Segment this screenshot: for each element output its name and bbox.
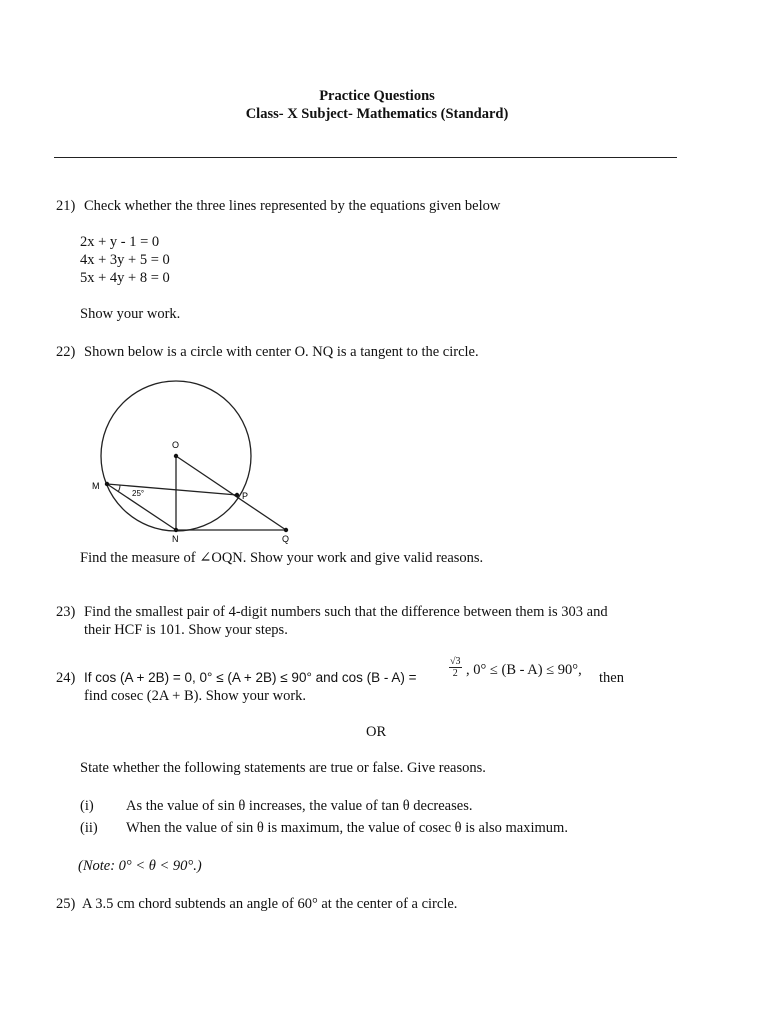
- q24-part-1: If cos (A + 2B) = 0, 0° ≤ (A + 2B) ≤ 90° and cos (B - A) =: [84, 670, 417, 685]
- q23-line-2: their HCF is 101. Show your steps.: [84, 622, 288, 638]
- q21-number: 21): [56, 198, 76, 214]
- q25-number: 25): [56, 896, 76, 912]
- q24-part-2: , 0° ≤ (B - A) ≤ 90°,: [466, 662, 582, 678]
- angle-arc: [118, 485, 120, 492]
- q24-alt-text: State whether the following statements are true or false. Give reasons.: [80, 760, 486, 776]
- q21-equation-3: 5x + 4y + 8 = 0: [80, 270, 170, 286]
- point-q: [284, 528, 288, 532]
- q22-number: 22): [56, 344, 76, 360]
- q21-text: Check whether the three lines represented by the equations given below: [84, 198, 501, 214]
- q24-fraction: [448, 656, 463, 679]
- q21-instruction: Show your work.: [80, 306, 181, 322]
- q24-item-label: (ii): [80, 820, 98, 836]
- q25-text: A 3.5 cm chord subtends an angle of 60° at the center of a circle.: [82, 896, 458, 912]
- q21-equation-1: 2x + y - 1 = 0: [80, 234, 160, 250]
- point-p: [235, 493, 239, 497]
- label-q: Q: [282, 534, 290, 544]
- header-divider: [54, 157, 677, 158]
- label-p: P: [242, 491, 249, 501]
- q22-text: Shown below is a circle with center O. NQ is a tangent to the circle.: [84, 344, 479, 360]
- label-angle: 25°: [132, 489, 145, 498]
- page-title: Practice Questions: [319, 88, 435, 104]
- q24-part-3: then: [599, 670, 624, 686]
- point-m: [105, 482, 109, 486]
- q22-question: Find the measure of ∠OQN. Show your work and give valid reasons.: [80, 550, 484, 566]
- q24-item-text: As the value of sin θ increases, the value of tan θ decreases.: [126, 798, 473, 814]
- q23-line-1: Find the smallest pair of 4-digit numbers such that the difference between them is 303 and: [84, 604, 608, 620]
- label-n: N: [172, 534, 179, 544]
- q24-number: 24): [56, 670, 76, 686]
- label-m: M: [92, 481, 100, 491]
- q24-fraction-denominator: 2: [452, 668, 458, 679]
- q24-or: OR: [366, 724, 387, 740]
- q21-equation-2: 4x + 3y + 5 = 0: [80, 252, 170, 268]
- q24-item-text: When the value of sin θ is maximum, the value of cosec θ is also maximum.: [126, 820, 568, 836]
- point-o: [174, 454, 178, 458]
- segment-oq: [176, 456, 286, 530]
- q24-fraction-numerator: √3: [450, 656, 461, 667]
- page-subtitle: Class- X Subject- Mathematics (Standard): [245, 106, 509, 122]
- q24-note: (Note: 0° < θ < 90°.): [78, 858, 202, 874]
- q24-line-2: find cosec (2A + B). Show your work.: [84, 688, 307, 704]
- chord-mp: [107, 484, 237, 495]
- label-o: O: [172, 440, 180, 450]
- q23-number: 23): [56, 604, 76, 620]
- q24-item-label: (i): [80, 798, 94, 814]
- circle-tangent-figure: [86, 376, 298, 546]
- point-n: [174, 528, 178, 532]
